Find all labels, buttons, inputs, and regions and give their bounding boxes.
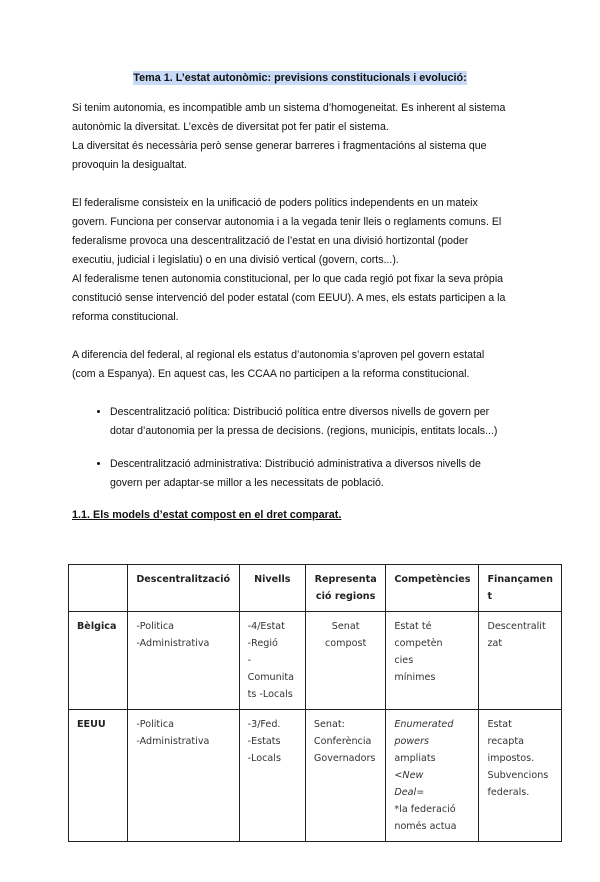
bullet-descentralitzacio-administrativa: • Descentralització administrativa: Distribució administrativa a diversos nivells de govern per adaptar-se millor a les necessitats de població. xyxy=(110,455,562,493)
table-cell: -Politica -Administrativa xyxy=(128,710,239,842)
header-cell: Competències xyxy=(386,565,479,612)
table-cell: Senat compost xyxy=(305,612,385,710)
table-cell: Descentralit zat xyxy=(479,612,562,710)
text: ampliats xyxy=(394,753,436,764)
paragraph-federalisme: El federalisme consisteix en la unificació de poders polítics independents en un mateix govern. Funciona per conservar autonomia i a la vegada tenir lleis o reglaments comuns. El federalisme provoca una descentralització de l’estat en una divisió hortizontal (poder executiu, judicial i legislatiu) o en una divisió vertical (govern, corts...). Al federalisme tenen autonomia constitucional, per lo que cada regió pot fixar la seva pròpia constitució sense intervenció del poder estatal (com EEUU). A mes, els estats participen a la reforma constitucional. xyxy=(72,197,506,323)
table-row xyxy=(69,612,562,710)
header-cell: Finançamen t xyxy=(479,565,562,612)
comparison-table xyxy=(68,564,562,842)
italic-text: <New Deal= xyxy=(394,770,425,798)
table-header-row xyxy=(69,565,562,612)
table-cell: -4/Estat -Regió -Comunita ts -Locals xyxy=(239,612,305,710)
row-header: EEUU xyxy=(69,710,128,842)
header-cell: Descentralització xyxy=(128,565,239,612)
table-cell: Estat té competèn cies mínimes xyxy=(386,612,479,710)
row-header: Bèlgica xyxy=(69,612,128,710)
section-heading: 1.1. Els models d’estat compost en el dret comparat. xyxy=(72,509,342,521)
table-cell: -3/Fed. -Estats -Locals xyxy=(239,710,305,842)
paragraph-autonomia: Si tenim autonomia, es incompatible amb un sistema d’homogeneitat. Es inherent al sistema autonòmic la diversitat. L’excès de diversitat pot fer patir el sistema. La diversitat és necessària però sense generar barreres i fragmentacións al sistema que provoquin la desigualtat. xyxy=(72,102,506,171)
table-cell: -Politica -Administrativa xyxy=(128,612,239,710)
document-title: Tema 1. L’estat autonòmic: previsions constitucionals i evolució: xyxy=(133,72,467,84)
header-cell xyxy=(69,565,128,612)
table-row xyxy=(69,710,562,842)
header-cell: Nivells xyxy=(239,565,305,612)
header-cell: Representa ció regions xyxy=(305,565,385,612)
table-cell-competencies xyxy=(386,710,479,842)
italic-text: Enumerated powers xyxy=(394,719,454,747)
text: *la federació només actua xyxy=(394,804,457,832)
paragraph-regional: A diferencia del federal, al regional els estatus d’autonomia s’aproven pel govern estatal (com a Espanya). En aquest cas, les CCAA no participen a la reforma constitucional. xyxy=(72,349,485,380)
table-cell: Estat recapta impostos. Subvencions federals. xyxy=(479,710,562,842)
bullet-list xyxy=(72,403,562,493)
bullet-descentralitzacio-politica: • Descentralització política: Distribució política entre diversos nivells de govern per dotar d’autonomia per la pressa de decisions. (regions, municipis, entitats locals...) xyxy=(110,403,562,441)
table-cell: Senat: Conferència Governadors xyxy=(305,710,385,842)
